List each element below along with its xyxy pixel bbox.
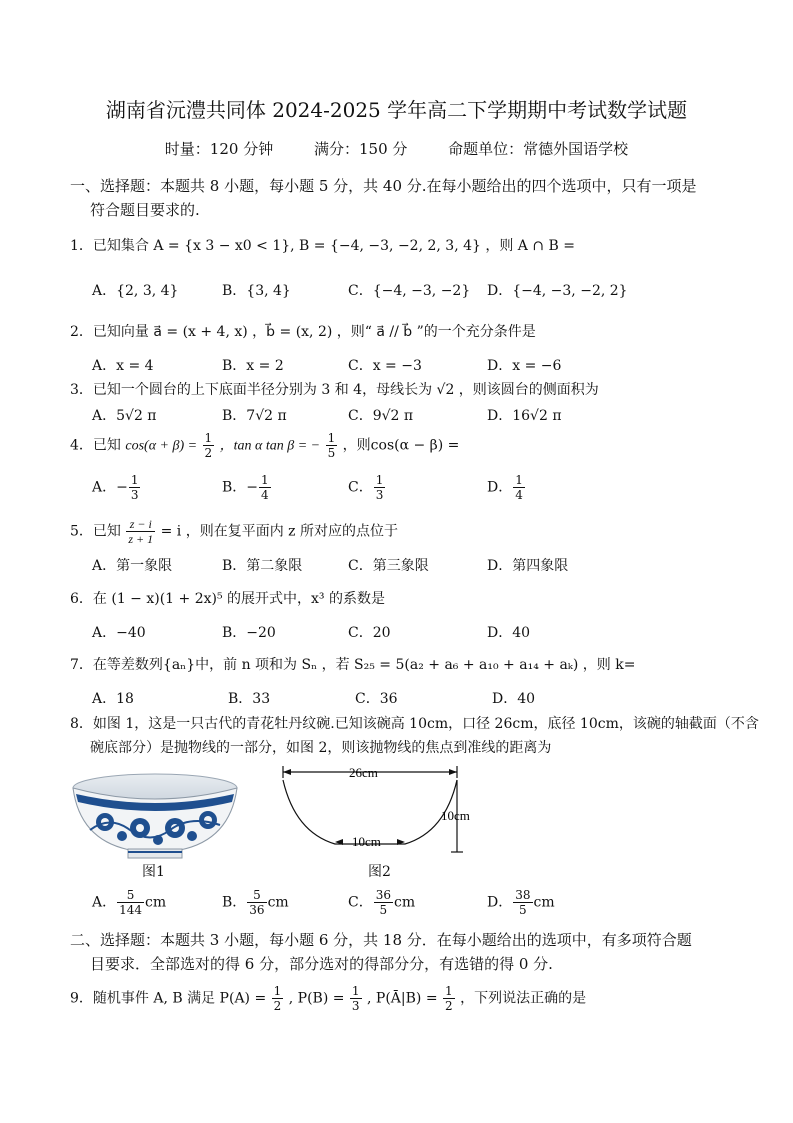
q4-frac-fifth: $\frac{1}{5}$ bbox=[327, 431, 336, 460]
q9-stem: 9．随机事件 A, B 满足 P(A) = $\frac{1}{2}$ , P(B) = $\frac{1}{3}$ , P(Ā|B) = $\frac{1}{2}$ ，下列说法正确的是 bbox=[70, 984, 587, 1013]
q3-option-c: C．9√2 π bbox=[348, 408, 414, 424]
q7-option-c: C．36 bbox=[355, 691, 398, 707]
q6-option-a: A．−40 bbox=[92, 625, 146, 641]
dim-side-label: 10cm bbox=[441, 808, 470, 823]
q4-option-a: A．− $\frac{1}{3}$ bbox=[92, 473, 139, 502]
q8-option-a: A． $\frac{5}{144}$ cm bbox=[92, 888, 167, 917]
q2-stem: 2．已知向量 a⃗ = (x + 4, x) ，b⃗ = (x, 2) ，则“ a⃗ // b⃗ ”的一个充分条件是 bbox=[70, 324, 536, 340]
q5-option-b: B．第二象限 bbox=[222, 558, 303, 574]
q2-option-c: C．x = −3 bbox=[348, 358, 422, 374]
q2-option-b: B．x = 2 bbox=[222, 358, 284, 374]
bowl-photo bbox=[70, 770, 240, 860]
q4-stem bbox=[70, 431, 459, 460]
q8-option-d: D． $\frac{38}{5}$ cm bbox=[487, 888, 555, 917]
q4-option-c: C． $\frac{1}{3}$ bbox=[348, 473, 384, 502]
q8-stem-line1: 8．如图 1，这是一只古代的青花牡丹纹碗.已知该碗高 10cm，口径 26cm，底径 10cm，该碗的轴截面（不含 bbox=[70, 716, 759, 732]
q6-option-d: D．40 bbox=[487, 625, 531, 641]
exam-score: 满分：150 分 bbox=[313, 140, 408, 158]
q7-option-b: B．33 bbox=[228, 691, 271, 707]
q5-option-d: D．第四象限 bbox=[487, 558, 569, 574]
q7-option-d: D．40 bbox=[492, 691, 536, 707]
q4-option-b: B．− $\frac{1}{4}$ bbox=[222, 473, 269, 502]
q3-option-a: A．5√2 π bbox=[92, 408, 157, 424]
section1-heading-line2: 符合题目要求的. bbox=[90, 201, 200, 219]
q4-tan: ，tan α tan β = − bbox=[219, 438, 321, 454]
bowl-section-diagram bbox=[275, 762, 490, 857]
q3-stem: 3．已知一个圆台的上下底面半径分别为 3 和 4，母线长为 √2 ，则该圆台的侧面积为 bbox=[70, 382, 599, 398]
q7-option-a: A．18 bbox=[92, 691, 134, 707]
q3-option-d: D．16√2 π bbox=[487, 408, 562, 424]
q5-stem: 5．已知 $\frac{z - i}{z + 1}$ = i ，则在复平面内 z 所对应的点位于 bbox=[70, 517, 398, 546]
exam-meta bbox=[0, 138, 793, 159]
exam-time: 时量：120 分钟 bbox=[164, 140, 274, 158]
q2-option-a: A．x = 4 bbox=[92, 358, 154, 374]
q1-option-d: D．{−4, −3, −2, 2} bbox=[487, 283, 628, 299]
q8-stem-line2: 碗底部分）是抛物线的一部分，如图 2，则该抛物线的焦点到准线的距离为 bbox=[90, 740, 552, 756]
dim-bottom-label: 10cm bbox=[352, 834, 381, 849]
q1-stem: 1．已知集合 A = {x 3 − x0 < 1}, B = {−4, −3, −2, 2, 3, 4} ，则 A ∩ B = bbox=[70, 238, 576, 254]
q4-pre: 4．已知 bbox=[70, 437, 121, 454]
q3-option-b: B．7√2 π bbox=[222, 408, 287, 424]
q5-option-c: C．第三象限 bbox=[348, 558, 429, 574]
q1-option-a: A．{2, 3, 4} bbox=[92, 283, 179, 299]
figure2-caption: 图2 bbox=[368, 864, 391, 880]
exam-unit: 命题单位：常德外国语学校 bbox=[448, 140, 629, 158]
q8-option-b: B． $\frac{5}{36}$ cm bbox=[222, 888, 289, 917]
section2-heading-line2: 目要求．全部选对的得 6 分，部分选对的得部分分，有选错的得 0 分. bbox=[90, 955, 553, 973]
q1-option-b: B．{3, 4} bbox=[222, 283, 291, 299]
q2-option-d: D．x = −6 bbox=[487, 358, 562, 374]
q4-option-d: D． $\frac{1}{4}$ bbox=[487, 473, 523, 502]
q4-frac-half: $\frac{1}{2}$ bbox=[204, 431, 213, 460]
q6-stem: 6．在 (1 − x)(1 + 2x)⁵ 的展开式中，x³ 的系数是 bbox=[70, 591, 385, 607]
figure1-caption: 图1 bbox=[142, 864, 165, 880]
dim-top-label: 26cm bbox=[349, 765, 378, 780]
q6-option-b: B．−20 bbox=[222, 625, 276, 641]
q1-option-c: C．{−4, −3, −2} bbox=[348, 283, 471, 299]
q7-stem: 7．在等差数列{aₙ}中，前 n 项和为 Sₙ ，若 S₂₅ = 5(a₂ + a₆ + a₁₀ + a₁₄ + aₖ) ，则 k= bbox=[70, 657, 636, 673]
q8-option-c: C． $\frac{36}{5}$ cm bbox=[348, 888, 416, 917]
q6-option-c: C．20 bbox=[348, 625, 391, 641]
section2-heading-line1: 二、选择题：本题共 3 小题，每小题 6 分，共 18 分．在每小题给出的选项中，有多项符合题 bbox=[70, 931, 692, 949]
page-title: 湖南省沅澧共同体 2024-2025 学年高二下学期期中考试数学试题 bbox=[105, 98, 688, 122]
q5-frac: $\frac{z - i}{z + 1}$ bbox=[128, 517, 154, 546]
q5-option-a: A．第一象限 bbox=[92, 558, 173, 574]
section1-heading-line1: 一、选择题：本题共 8 小题，每小题 5 分，共 40 分.在每小题给出的四个选项中，只有一项是 bbox=[70, 177, 697, 195]
q4-cos-sum: cos(α + β) = bbox=[125, 438, 198, 454]
q4-post: ，则cos(α − β) = bbox=[342, 437, 460, 454]
